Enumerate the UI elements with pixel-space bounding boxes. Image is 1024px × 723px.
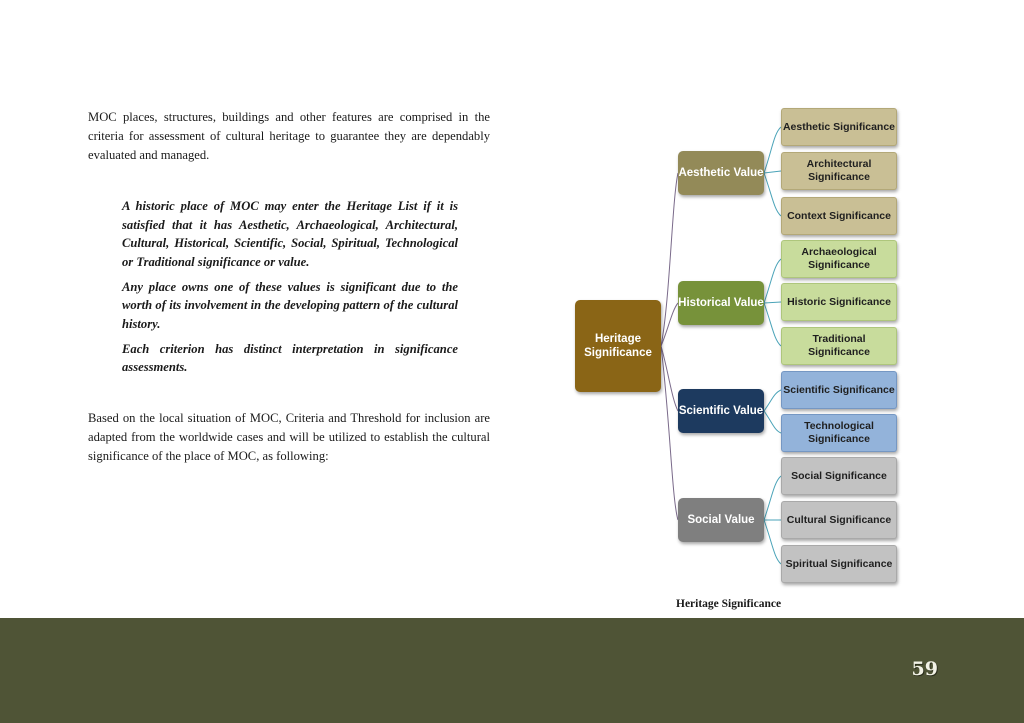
leaf-context-significance: Context Significance — [781, 197, 897, 235]
quote-paragraph: Each criterion has distinct interpretation in significance assessments. — [122, 341, 458, 374]
connector-line — [764, 476, 781, 520]
leaf-social-significance: Social Significance — [781, 457, 897, 495]
connector-line — [764, 171, 781, 173]
connector-line — [764, 127, 781, 173]
leaf-spiritual-significance: Spiritual Significance — [781, 545, 897, 583]
leaf-architectural-significance: Architectural Significance — [781, 152, 897, 190]
connector-line — [764, 173, 781, 216]
value-node-social: Social Value — [678, 498, 764, 542]
connector-line — [661, 346, 678, 411]
quote-paragraph: A historic place of MOC may enter the Heritage List if it is satisfied that it has Aesthetic, Archaeological, Architectural, Cultural, Historical, Scientific, Social, Spiritual, Technological or Traditional significance or value. — [122, 199, 458, 269]
closing-paragraph: Based on the local situation of MOC, Criteria and Threshold for inclusion are adapted from the worldwide cases and will be utilized to establish the cultural significance of the place of MOC, as following: — [88, 411, 490, 463]
page-number: 59 — [911, 658, 938, 680]
diagram-caption: Heritage Significance — [676, 598, 782, 610]
intro-paragraph: MOC places, structures, buildings and other features are comprised in the criteria for assessment of cultural heritage to guarantee they are dependably evaluated and managed. — [88, 110, 490, 162]
leaf-archaeological-significance: Archaeological Significance — [781, 240, 897, 278]
page-footer — [0, 618, 1024, 723]
leaf-traditional-significance: Traditional Significance — [781, 327, 897, 365]
connector-line — [661, 173, 678, 346]
leaf-scientific-significance: Scientific Significance — [781, 371, 897, 409]
connector-line — [661, 303, 678, 346]
connector-line — [764, 390, 781, 411]
leaf-aesthetic-significance: Aesthetic Significance — [781, 108, 897, 146]
quote-paragraph: Any place owns one of these values is significant due to the worth of its involvement in the developing pattern of the cultural history. — [122, 279, 458, 331]
connector-line — [764, 411, 781, 433]
connector-line — [764, 303, 781, 346]
connector-line — [764, 520, 781, 564]
connector-line — [661, 346, 678, 520]
leaf-cultural-significance: Cultural Significance — [781, 501, 897, 539]
value-node-scientific: Scientific Value — [678, 389, 764, 433]
leaf-historic-significance: Historic Significance — [781, 283, 897, 321]
connector-line — [764, 302, 781, 303]
value-node-historical: Historical Value — [678, 281, 764, 325]
value-node-aesthetic: Aesthetic Value — [678, 151, 764, 195]
root-node: Heritage Significance — [575, 300, 661, 392]
leaf-technological-significance: Technological Significance — [781, 414, 897, 452]
connector-line — [764, 259, 781, 303]
